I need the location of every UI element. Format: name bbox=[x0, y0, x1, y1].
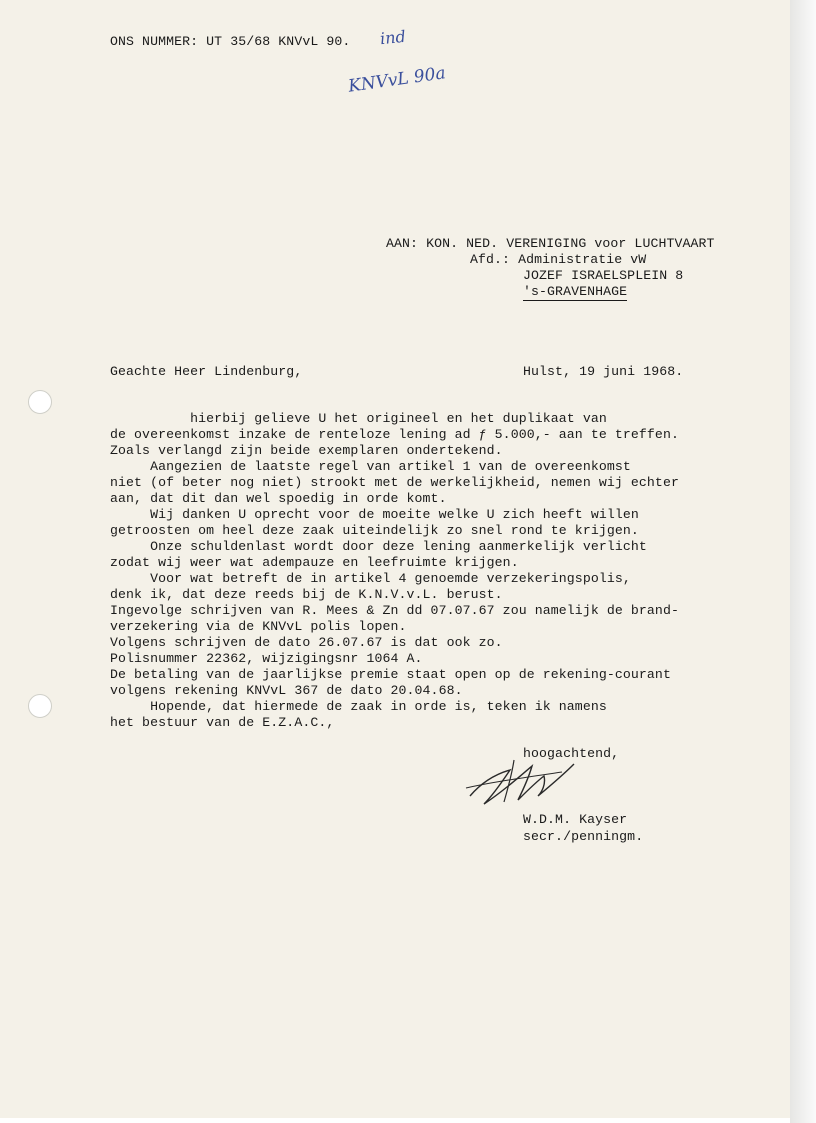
signatory-title: secr./penningm. bbox=[523, 829, 644, 844]
body-line: denk ik, dat deze reeds bij de K.N.V.v.L. berust. bbox=[110, 587, 503, 602]
reference-number: ONS NUMMER: UT 35/68 KNVvL 90. bbox=[110, 34, 351, 49]
recipient-city: 's-GRAVENHAGE bbox=[523, 284, 628, 299]
recipient-line: JOZEF ISRAELSPLEIN 8 bbox=[523, 268, 684, 283]
punch-hole-top bbox=[28, 390, 52, 414]
body-line: hierbij gelieve U het origineel en het duplikaat van bbox=[110, 411, 607, 426]
recipient-line: Afd.: Administratie vW bbox=[470, 252, 647, 267]
body-line: getroosten om heel deze zaak uiteindelijk zo snel rond te krijgen. bbox=[110, 523, 639, 538]
signatory-name: W.D.M. Kayser bbox=[523, 812, 628, 827]
body-line: verzekering via de KNVvL polis lopen. bbox=[110, 619, 407, 634]
body-line: Aangezien de laatste regel van artikel 1 van de overeenkomst bbox=[110, 459, 631, 474]
body-line: aan, dat dit dan wel spoedig in orde komt. bbox=[110, 491, 447, 506]
signature-scribble bbox=[462, 752, 582, 814]
handwritten-suffix: ind bbox=[379, 26, 407, 49]
body-line: Wij danken U oprecht voor de moeite welke U zich heeft willen bbox=[110, 507, 639, 522]
body-line: niet (of beter nog niet) strookt met de werkelijkheid, nemen wij echter bbox=[110, 475, 679, 490]
body-line: Voor wat betreft de in artikel 4 genoemde verzekeringspolis, bbox=[110, 571, 631, 586]
closing-greeting: hoogachtend, bbox=[523, 746, 620, 761]
punch-hole-bottom bbox=[28, 694, 52, 718]
place-date: Hulst, 19 juni 1968. bbox=[523, 364, 684, 379]
recipient-line: AAN: KON. NED. VERENIGING voor LUCHTVAART bbox=[386, 236, 715, 251]
handwritten-note: KNVvL 90a bbox=[347, 63, 447, 97]
body-line: Ingevolge schrijven van R. Mees & Zn dd 07.07.67 zou namelijk de brand- bbox=[110, 603, 679, 618]
salutation: Geachte Heer Lindenburg, bbox=[110, 364, 303, 379]
scan-background-edge bbox=[790, 0, 816, 1123]
body-line: het bestuur van de E.Z.A.C., bbox=[110, 715, 335, 730]
body-line: volgens rekening KNVvL 367 de dato 20.04.68. bbox=[110, 683, 463, 698]
body-line: zodat wij weer wat adempauze en leefruimte krijgen. bbox=[110, 555, 519, 570]
body-line: de overeenkomst inzake de renteloze lening ad ƒ 5.000,- aan te treffen. bbox=[110, 427, 679, 442]
body-line: Hopende, dat hiermede de zaak in orde is, teken ik namens bbox=[110, 699, 607, 714]
body-line: Polisnummer 22362, wijzigingsnr 1064 A. bbox=[110, 651, 423, 666]
body-line: Zoals verlangd zijn beide exemplaren ondertekend. bbox=[110, 443, 503, 458]
body-line: Volgens schrijven de dato 26.07.67 is dat ook zo. bbox=[110, 635, 503, 650]
body-line: De betaling van de jaarlijkse premie staat open op de rekening-courant bbox=[110, 667, 671, 682]
body-line: Onze schuldenlast wordt door deze lening aanmerkelijk verlicht bbox=[110, 539, 647, 554]
